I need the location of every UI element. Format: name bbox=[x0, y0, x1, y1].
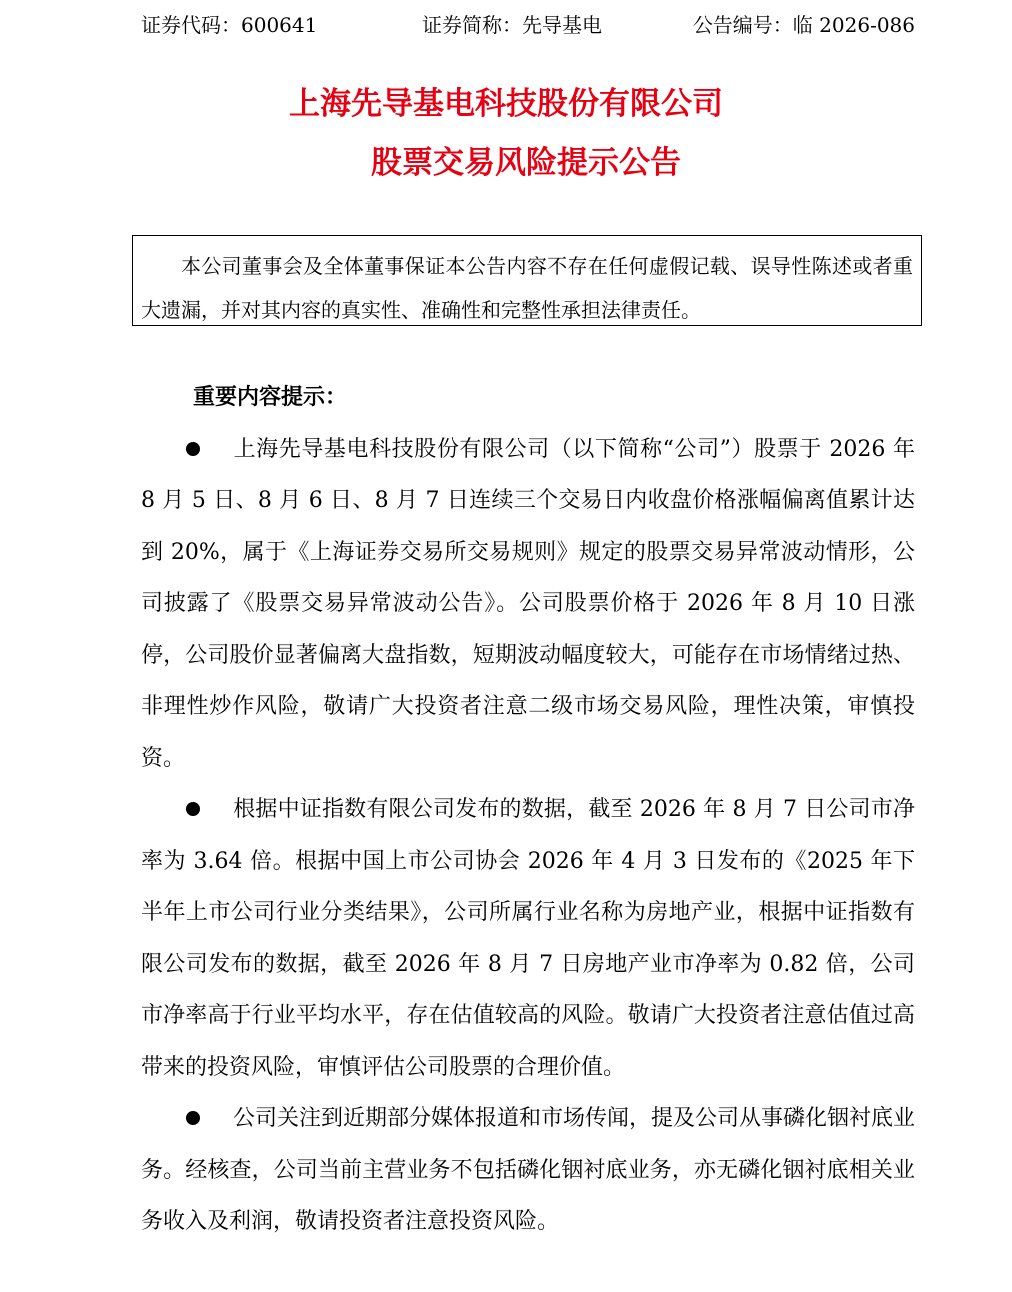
company-title: 上海先导基电科技股份有限公司 bbox=[289, 86, 723, 122]
stock-abbreviation: 证券简称：先导基电 bbox=[422, 13, 602, 37]
list-item bbox=[141, 424, 915, 785]
notice-title: 股票交易风险提示公告 bbox=[371, 145, 681, 181]
list-item-text: 公司关注到近期部分媒体报道和市场传闻，提及公司从事磷化铟衬底业务。经核查，公司当前主营业务不包括磷化铟衬底业务，亦无磷化铟衬底相关业务收入及利润，敬请投资者注意投资风险。 bbox=[141, 1106, 916, 1234]
list-item bbox=[141, 1093, 915, 1248]
notice-number: 公告编号：临 2026-086 bbox=[692, 13, 915, 37]
document-header bbox=[141, 8, 915, 42]
list-item bbox=[141, 784, 915, 1093]
board-guarantee-text: 本公司董事会及全体董事保证本公告内容不存在任何虚假记载、误导性陈述或者重大遗漏，并对其内容的真实性、准确性和完整性承担法律责任。 bbox=[141, 254, 913, 322]
list-item-text: 根据中证指数有限公司发布的数据，截至 2026 年 8 月 7 日公司市净率为 3.64 倍。根据中国上市公司协会 2026 年 4 月 3 日发布的《2025 年下半年上市公司行业分类结果》，公司所属行业名称为房地产业，根据中证指数有限公司发布的数据，截至 2026 年 8 月 7 日房地产业市净率为 0.82 倍，公司市净率高于行业平均水平，存在估值较高的风险。敬请广大投资者注意估值过高带来的投资风险，审慎评估公司股票的合理价值。 bbox=[141, 797, 915, 1080]
main-content bbox=[141, 372, 915, 1248]
board-guarantee-box bbox=[132, 235, 922, 326]
stock-code: 证券代码：600641 bbox=[141, 13, 318, 37]
list-item-text: 上海先导基电科技股份有限公司（以下简称“公司”）股票于 2026 年 8 月 5 日、8 月 6 日、8 月 7 日连续三个交易日内收盘价格涨幅偏离值累计达到 20%，属于《上海证券交易所交易规则》规定的股票交易异常波动情形，公司披露了《股票交易异常波动公告》。公司股票价格于 2026 年 8 月 10 日涨停，公司股价显著偏离大盘指数，短期波动幅度较大，可能存在市场情绪过热、非理性炒作风险，敬请广大投资者注意二级市场交易风险，理性决策，审慎投资。 bbox=[141, 436, 915, 771]
section-heading: 重要内容提示： bbox=[193, 385, 348, 410]
